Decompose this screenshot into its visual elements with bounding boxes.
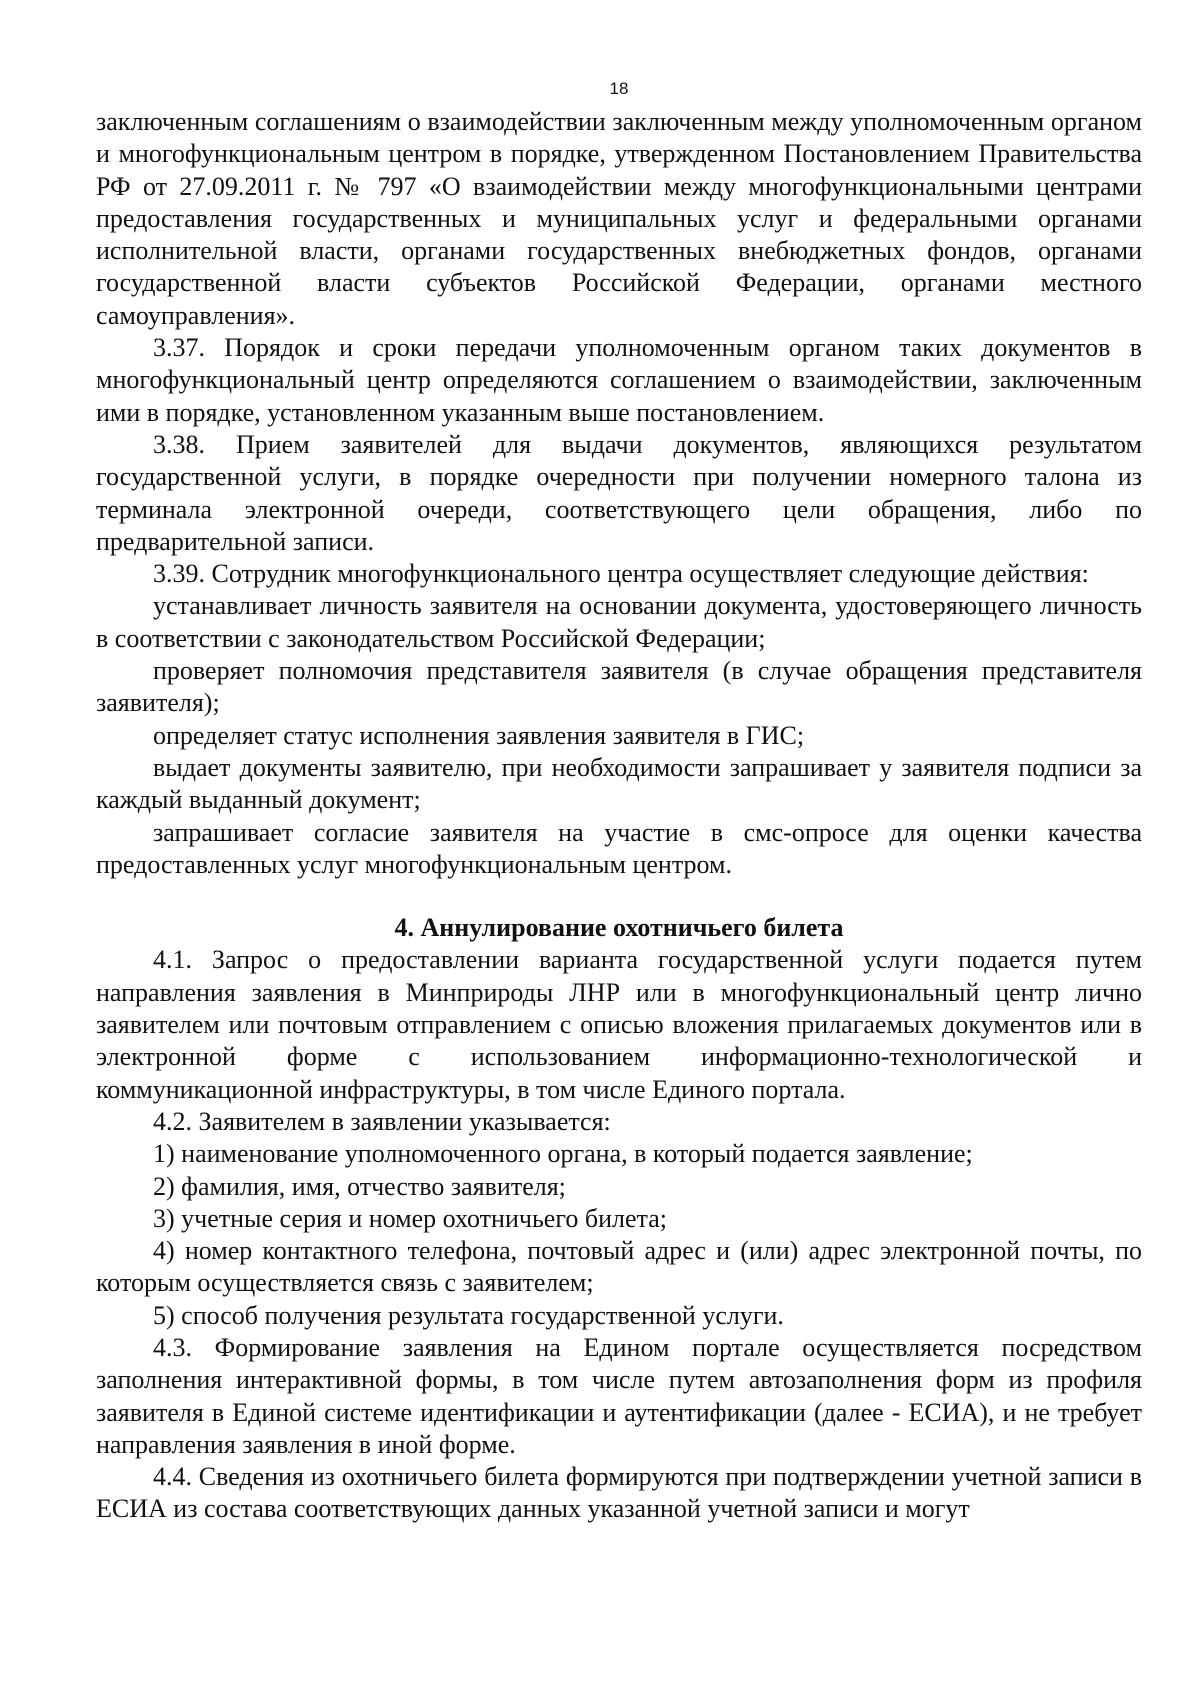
action-item-authority: проверяет полномочия представителя заявителя (в случае обращения представителя заявителя);	[96, 656, 1142, 718]
action-item-survey: запрашивает согласие заявителя на участие в смс-опросе для оценки качества предоставленных услуг многофункциональным центром.	[96, 817, 1142, 879]
action-item-status: определяет статус исполнения заявления заявителя в ГИС;	[153, 720, 805, 750]
paragraph-continuation: заключенным соглашениям о взаимодействии заключенным между уполномоченным органом и многофункциональным центром в порядке, утвержденном Постановлением Правительства РФ от 27.09.2011 г. № 797 «О взаимодействии между многофункциональными центрами предоставления государственных и муниципальных услуг и федеральными органами исполнительной власти, органами государственных внебюджетных фондов, органами государственной власти субъектов Российской Федерации, органами местного самоуправления».	[96, 107, 1142, 330]
paragraph-3-38: 3.38. Прием заявителей для выдачи документов, являющихся результатом государственной услуги, в порядке очередности при получении номерного талона из терминала электронной очереди, соответствующего цели обращения, либо по предварительной записи.	[96, 429, 1142, 556]
list-item-2: 2) фамилия, имя, отчество заявителя;	[153, 1171, 566, 1201]
paragraph-4-4: 4.4. Сведения из охотничьего билета формируются при подтверждении учетной записи в ЕСИА из состава соответствующих данных указанной учетной записи и могут	[96, 1462, 1142, 1524]
action-item-identity: устанавливает личность заявителя на основании документа, удостоверяющего личность в соответствии с законодательством Российской Федерации;	[96, 591, 1142, 653]
action-item-issue: выдает документы заявителю, при необходимости запрашивает у заявителя подписи за каждый выданный документ;	[96, 752, 1142, 815]
document-page	[96, 78, 1142, 1526]
page-number: 18	[609, 79, 629, 98]
list-item-3: 3) учетные серия и номер охотничьего билета;	[153, 1203, 667, 1233]
list-item-5: 5) способ получения результата государственной услуги.	[153, 1300, 784, 1330]
list-item-1: 1) наименование уполномоченного органа, в который подается заявление;	[153, 1139, 973, 1169]
paragraph-4-2: 4.2. Заявителем в заявлении указывается:	[153, 1106, 611, 1136]
paragraph-4-3: 4.3. Формирование заявления на Едином портале осуществляется посредством заполнения интерактивной формы, в том числе путем автозаполнения форм из профиля заявителя в Единой системе идентификации и аутентификации (далее - ЕСИА), и не требует направления заявления в иной форме.	[96, 1332, 1142, 1459]
paragraph-3-37: 3.37. Порядок и сроки передачи уполномоченным органом таких документов в многофункциональный центр определяются соглашением о взаимодействии, заключенным ими в порядке, установленном указанным выше постановлением.	[96, 333, 1142, 427]
paragraph-3-39: 3.39. Сотрудник многофункционального центра осуществляет следующие действия:	[153, 559, 1089, 589]
paragraph-4-1: 4.1. Запрос о предоставлении варианта государственной услуги подается путем направления заявления в Минприроды ЛНР или в многофункциональный центр лично заявителем или почтовым отправлением с описью вложения прилагаемых документов или в электронной форме с использованием информационно-технологической и коммуникационной инфраструктуры, в том числе Единого портала.	[96, 945, 1142, 1104]
section-title: 4. Аннулирование охотничьего билета	[394, 913, 844, 943]
list-item-4: 4) номер контактного телефона, почтовый адрес и (или) адрес электронной почты, по которым осуществляется связь с заявителем;	[96, 1236, 1142, 1298]
